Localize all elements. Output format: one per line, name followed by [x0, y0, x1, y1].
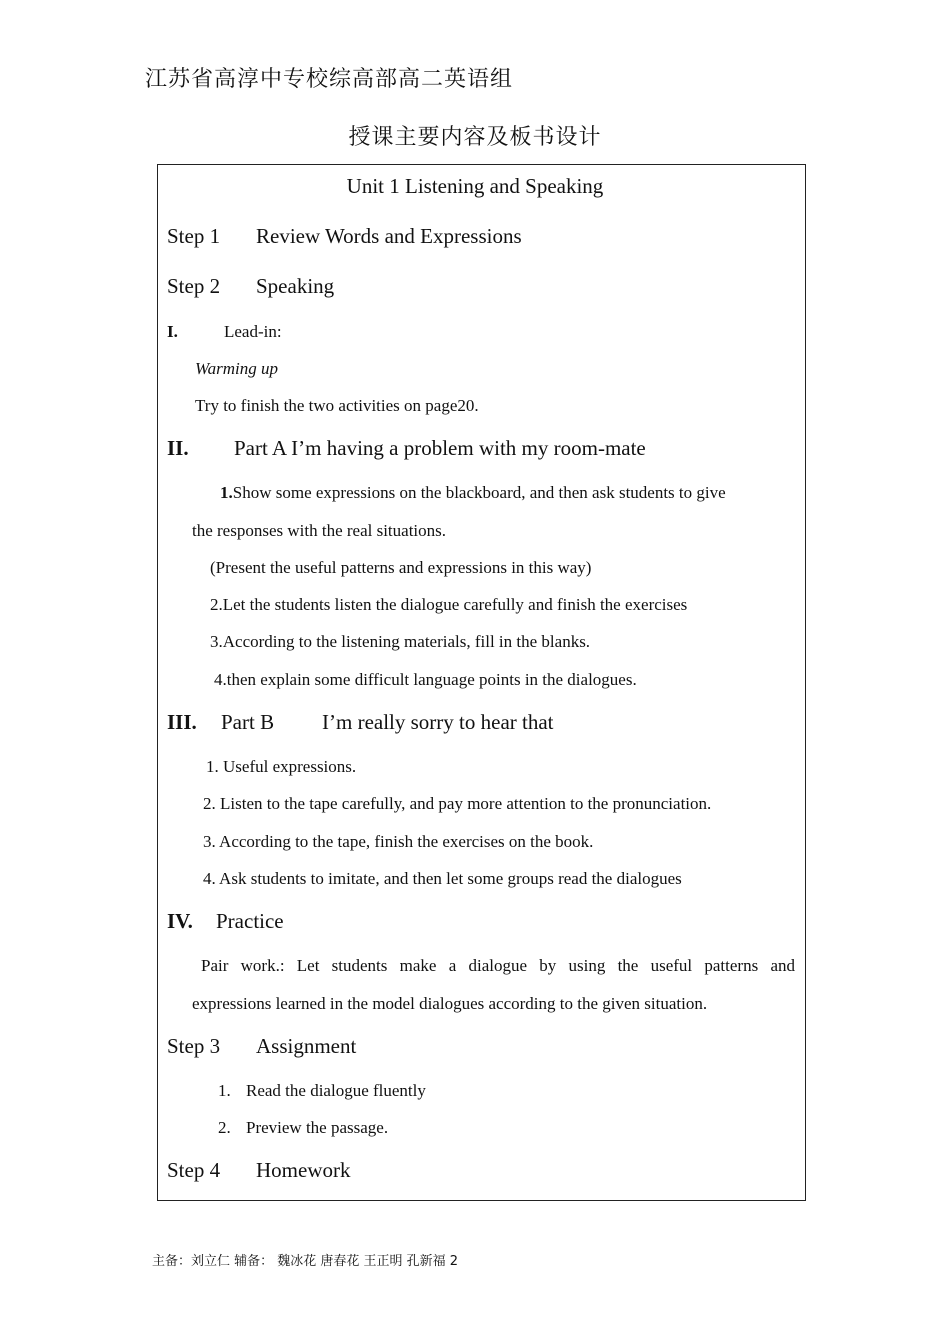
section3-title: I’m really sorry to hear that — [322, 710, 554, 734]
section1-title: Lead-in: — [224, 322, 282, 341]
section3-part: Part B — [221, 710, 275, 734]
section2-note: (Present the useful patterns and expressions in this way) — [210, 558, 592, 577]
section4-line2: expressions learned in the model dialogues according to the given situation. — [192, 994, 708, 1013]
section2-item1-line2: the responses with the real situations. — [192, 521, 447, 540]
step2-label: Step 2 — [167, 274, 221, 298]
step3-item2: Preview the passage. — [246, 1118, 389, 1137]
section2-item1-number: 1. — [220, 483, 233, 502]
step4-title: Homework — [256, 1158, 351, 1182]
section2-item4: 4.then explain some difficult language points in the dialogues. — [214, 670, 637, 689]
section2-item2: 2.Let the students listen the dialogue carefully and finish the exercises — [210, 595, 688, 614]
section4-title: Practice — [216, 909, 284, 933]
page-subtitle: 授课主要内容及板书设计 — [348, 125, 602, 150]
section2-item1-line1 — [220, 483, 726, 503]
section3-item4: 4. Ask students to imitate, and then let some groups read the dialogues — [203, 869, 682, 888]
page-footer: 主备：刘立仁 辅备： 魏冰花 唐春花 王正明 孔新福 2 — [152, 1254, 459, 1269]
section3-number: III. — [167, 710, 197, 734]
section1-text: Try to finish the two activities on page20. — [195, 396, 479, 415]
step1-title: Review Words and Expressions — [256, 224, 522, 248]
section2-item3: 3.According to the listening materials, fill in the blanks. — [210, 632, 591, 651]
section4-line1: Pair work.: Let students make a dialogue by using the useful patterns and — [201, 956, 795, 975]
section2-number: II. — [167, 436, 189, 460]
section2-title: Part A I’m having a problem with my room-mate — [234, 436, 646, 460]
section3-item3: 3. According to the tape, finish the exercises on the book. — [203, 832, 594, 851]
step4-label: Step 4 — [167, 1158, 221, 1182]
step1-label: Step 1 — [167, 224, 221, 248]
step2-title: Speaking — [256, 274, 335, 298]
step3-item1-number: 1. — [218, 1081, 231, 1100]
step3-label: Step 3 — [167, 1034, 221, 1058]
step3-title: Assignment — [256, 1034, 357, 1058]
section4-number: IV. — [167, 909, 193, 933]
unit-title: Unit 1 Listening and Speaking — [346, 174, 604, 198]
section3-item1: 1. Useful expressions. — [206, 757, 357, 776]
section1-number: I. — [167, 322, 178, 341]
page-header: 江苏省高淳中专校综高部高二英语组 — [145, 67, 514, 92]
step3-item1: Read the dialogue fluently — [246, 1081, 426, 1100]
step3-item2-number: 2. — [218, 1118, 231, 1137]
warming-up-label: Warming up — [195, 359, 278, 378]
section2-item1-text: Show some expressions on the blackboard, and then ask students to give — [232, 483, 726, 502]
section3-item2: 2. Listen to the tape carefully, and pay more attention to the pronunciation. — [203, 794, 712, 813]
